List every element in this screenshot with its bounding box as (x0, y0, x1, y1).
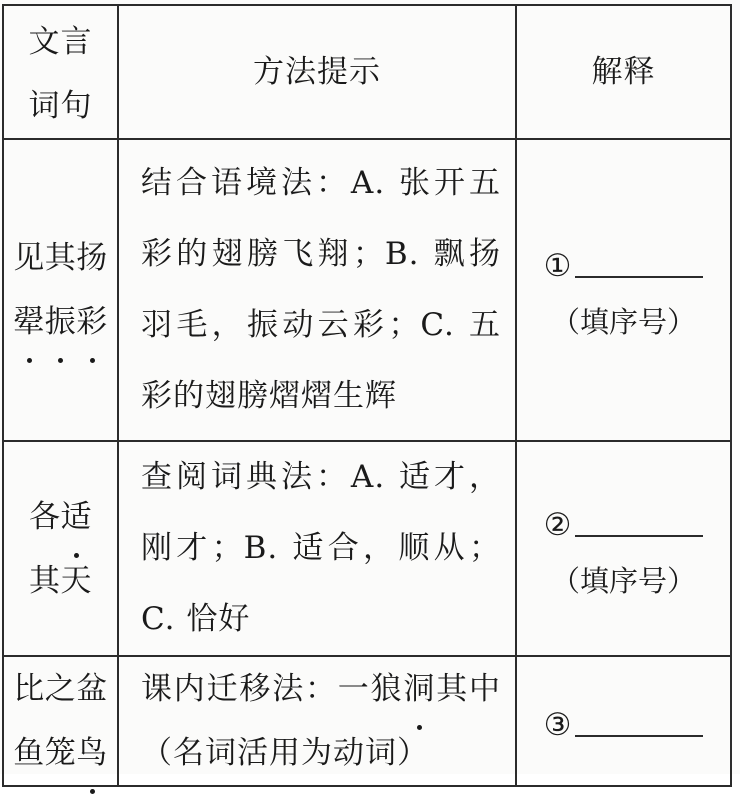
method-text (119, 657, 515, 785)
emphasized-character: 洞 (403, 657, 435, 721)
emphasized-character: 振 (45, 290, 77, 354)
phrase-line (4, 485, 117, 549)
header-cell-explanation (516, 5, 731, 139)
answer-cell (516, 656, 731, 786)
answer-number: ① (543, 248, 572, 284)
emphasized-character: 翚 (13, 290, 45, 354)
table-row (3, 656, 731, 786)
header-method-label: 方法提示 (253, 54, 381, 90)
header-phrase-line1: 文言 (28, 24, 93, 60)
header-explanation-label: 解释 (591, 54, 656, 90)
answer-blank[interactable] (575, 276, 703, 278)
table-row (3, 139, 731, 441)
answer-cell (516, 441, 731, 656)
method-cell (118, 441, 516, 656)
phrase-line (4, 290, 117, 354)
phrase-cell (3, 441, 118, 656)
table-header-row (3, 5, 731, 139)
answer-number: ② (543, 506, 572, 543)
answer-blank[interactable] (575, 735, 703, 737)
phrase-segment: 鱼笼 (13, 735, 77, 771)
answer-blank[interactable] (575, 535, 703, 537)
header-cell-method (118, 5, 516, 139)
answer-hint: （填序号） (550, 305, 696, 339)
phrase-segment: 各 (29, 498, 61, 535)
emphasized-character: 适 (61, 485, 93, 549)
emphasized-character: 彩 (76, 290, 108, 354)
method-cell (118, 656, 516, 786)
method-cell (118, 139, 516, 441)
method-text: 查阅词典法：A. 适才，刚才；B. 适合，顺从；C. 恰好 (141, 459, 501, 637)
header-cell-phrase (3, 5, 118, 139)
phrase-text (4, 657, 117, 785)
phrase-cell (3, 656, 118, 786)
classical-chinese-table (2, 4, 732, 787)
phrase-cell (3, 139, 118, 441)
emphasized-character: 鸟 (76, 721, 108, 785)
phrase-line (4, 549, 117, 613)
phrase-line (4, 657, 117, 721)
answer-number: ③ (543, 707, 572, 743)
phrase-text (4, 226, 117, 354)
phrase-text (4, 485, 117, 613)
phrase-segment: 其天 (29, 562, 92, 599)
phrase-line (4, 721, 117, 785)
method-segment: 课内迁移法：一狼 (141, 671, 404, 707)
method-segment: 其中（名词活用为动词） (141, 671, 502, 771)
header-phrase-line2: 词句 (28, 88, 93, 124)
answer-cell (516, 139, 731, 441)
answer-hint: （填序号） (550, 563, 696, 598)
table-row (3, 441, 731, 656)
method-text: 结合语境法：A. 张开五彩的翅膀飞翔；B. 飘扬羽毛，振动云彩；C. 五彩的翅膀熠熠生辉 (141, 165, 501, 414)
phrase-line (4, 226, 117, 290)
phrase-segment: 比之盆 (13, 671, 108, 707)
phrase-segment: 见其扬 (13, 240, 108, 276)
